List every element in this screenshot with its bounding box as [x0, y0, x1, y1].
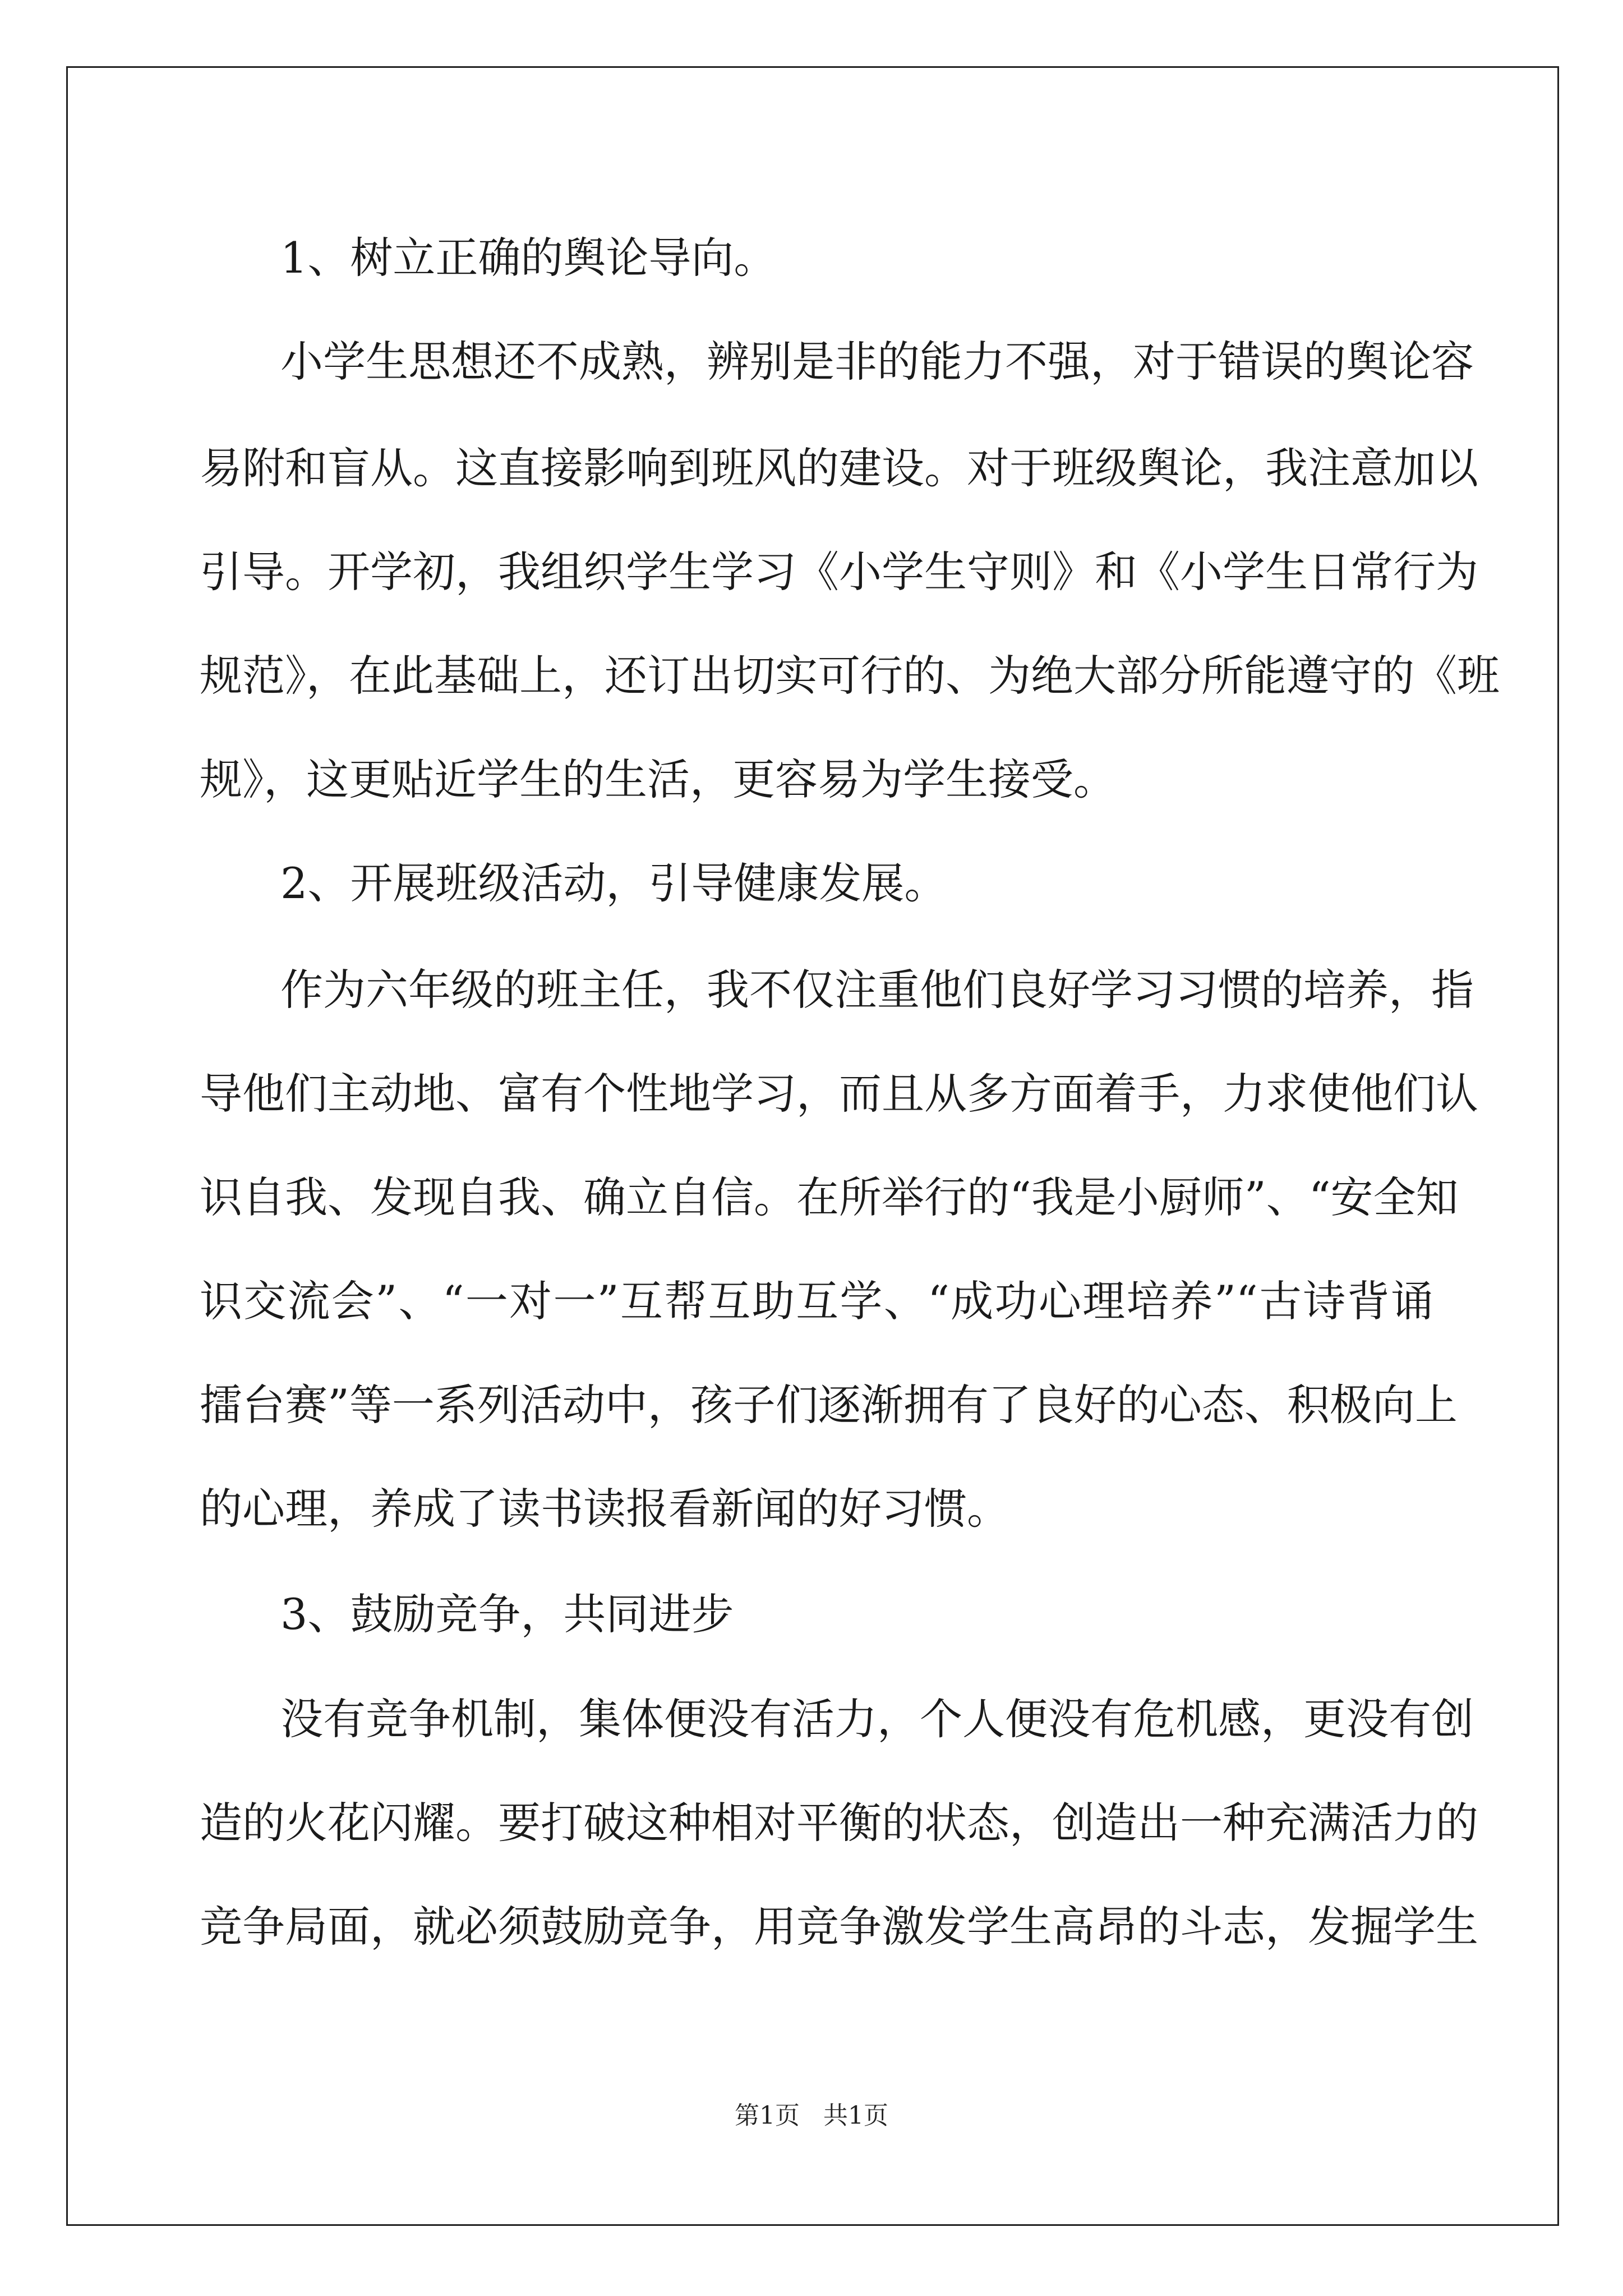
paragraph-line: 竞争局面，就必须鼓励竞争，用竞争激发学生高昂的斗志，发掘学生 [200, 1902, 1478, 1952]
paragraph-line: 的心理，养成了读书读报看新闻的好习惯。 [200, 1484, 1009, 1534]
heading-1: 1、树立正确的舆论导向。 [280, 233, 777, 283]
paragraph-line: 识交流会”、“一对一”互帮互助互学、“成功心理培养”“古诗背诵 [200, 1276, 1433, 1326]
paragraph-line: 导他们主动地、富有个性地学习，而且从多方面着手，力求使他们认 [200, 1069, 1478, 1119]
paragraph-line: 小学生思想还不成熟，辨别是非的能力不强，对于错误的舆论容 [280, 337, 1474, 386]
paragraph-line: 没有竞争机制，集体便没有活力，个人便没有危机感，更没有创 [280, 1694, 1474, 1744]
paragraph-line: 擂台赛”等一系列活动中，孩子们逐渐拥有了良好的心态、积极向上 [200, 1380, 1458, 1430]
paragraph-line: 识自我、发现自我、确立自信。在所举行的“我是小厨师”、“安全知 [200, 1172, 1459, 1222]
paragraph-line: 引导。开学初，我组织学生学习《小学生守则》和《小学生日常行为 [200, 547, 1478, 597]
paragraph-line: 易附和盲从。这直接影响到班风的建设。对于班级舆论，我注意加以 [200, 443, 1478, 493]
paragraph-line: 造的火花闪耀。要打破这种相对平衡的状态，创造出一种充满活力的 [200, 1798, 1478, 1848]
paragraph-line: 作为六年级的班主任，我不仅注重他们良好学习习惯的培养，指 [280, 965, 1474, 1015]
paragraph-line: 规范》，在此基础上，还订出切实可行的、为绝大部分所能遵守的《班 [200, 651, 1500, 701]
page-number: 第1页 共1页 [735, 2101, 888, 2130]
page-footer [0, 2099, 1623, 2133]
paragraph-line: 规》，这更贴近学生的生活，更容易为学生接受。 [200, 754, 1116, 804]
heading-2: 2、开展班级活动，引导健康发展。 [280, 858, 947, 908]
heading-3: 3、鼓励竞争，共同进步 [280, 1589, 734, 1639]
